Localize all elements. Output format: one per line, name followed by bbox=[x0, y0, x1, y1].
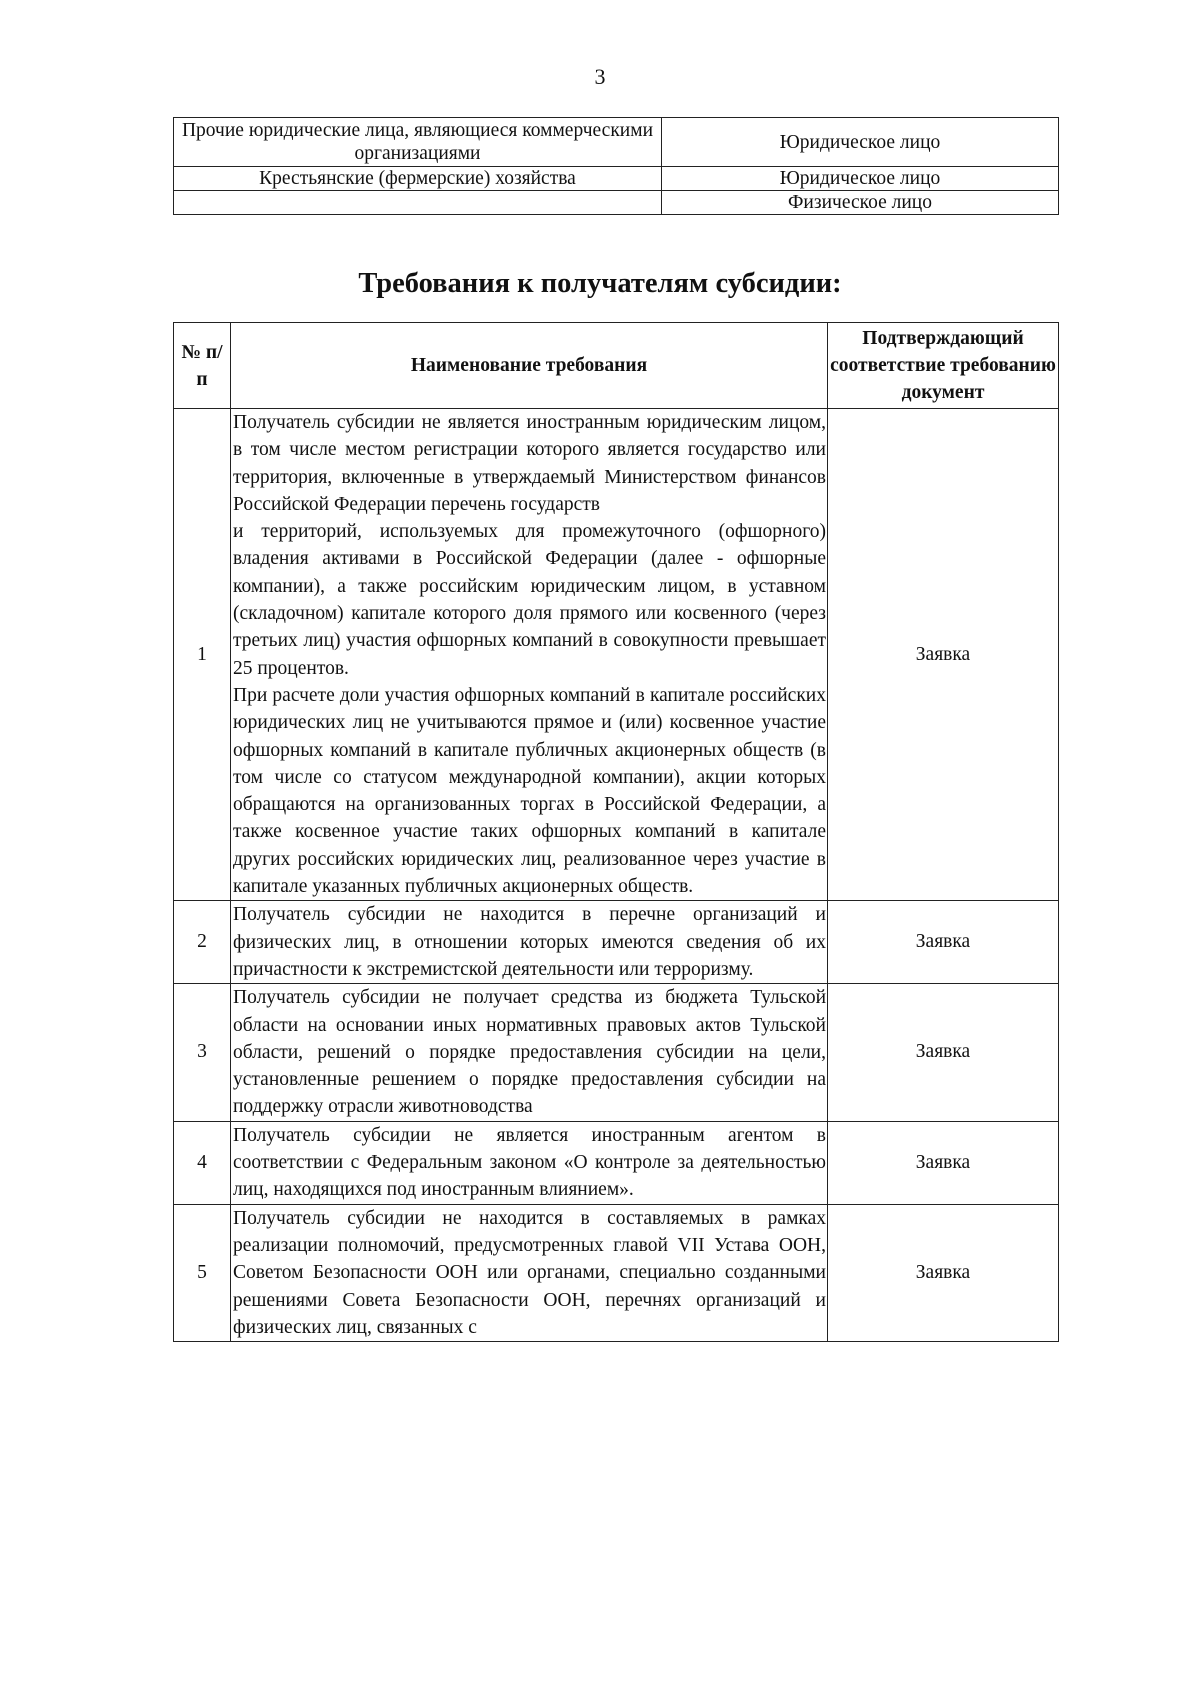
requirements-table bbox=[173, 322, 1059, 1342]
row-num: 1 bbox=[174, 409, 231, 901]
confirming-document: Заявка bbox=[828, 1121, 1059, 1204]
table-row bbox=[174, 409, 1059, 901]
requirement-text bbox=[231, 984, 828, 1121]
requirement-paragraph: Получатель субсидии не получает средства из бюджета Тульской области на основании иных нормативных правовых актов Тульской области, решений о порядке предоставления субсидии на цели, установленные решением о порядке предоставления субсидии на поддержку отрасли животноводства bbox=[233, 987, 826, 1118]
entity-category-cell: Прочие юридические лица, являющиеся коммерческими организациями bbox=[174, 118, 662, 167]
header-num: № п/п bbox=[174, 323, 231, 409]
entity-form-table bbox=[173, 117, 1059, 215]
table-header-row bbox=[174, 323, 1059, 409]
requirement-text bbox=[231, 1204, 828, 1341]
legal-form-cell: Юридическое лицо bbox=[662, 118, 1059, 167]
confirming-document: Заявка bbox=[828, 409, 1059, 901]
entity-category-cell: Крестьянские (фермерские) хозяйства bbox=[174, 167, 662, 191]
requirement-paragraph: При расчете доли участия офшорных компаний в капитале российских юридических лиц не учитываются прямое и (или) косвенное участие офшорных компаний в капитале публичных акционерных обществ (в том числе со статусом международной компании), акции которых обращаются на организованных торгах в Российской Федерации, а также косвенное участие таких офшорных компаний в капитале других российских юридических лиц, реализованное через участие в капитале указанных публичных акционерных обществ. bbox=[233, 684, 826, 898]
requirement-paragraph: и территорий, используемых для промежуточного (офшорного) владения активами в Российской Федерации (далее - офшорные компании), а также российским юридическим лицом, в уставном (складочном) капитале которого доля прямого или косвенного (через третьих лиц) участия офшорных компаний в совокупности превышает 25 процентов. bbox=[233, 521, 826, 679]
row-num: 3 bbox=[174, 984, 231, 1121]
row-num: 2 bbox=[174, 901, 231, 984]
table-row bbox=[174, 118, 1059, 167]
requirement-text bbox=[231, 1121, 828, 1204]
entity-category-cell bbox=[174, 191, 662, 215]
table-row bbox=[174, 901, 1059, 984]
requirement-paragraph: Получатель субсидии не находится в составляемых в рамках реализации полномочий, предусмотренных главой VII Устава ООН, Советом Безопасности ООН или органами, специально созданными решениями Совета Безопасности ООН, перечнях организаций и физических лиц, связанных с bbox=[233, 1207, 826, 1338]
requirement-paragraph: Получатель субсидии не находится в перечне организаций и физических лиц, в отношении которых имеются сведения об их причастности к экстремистской деятельности или терроризму. bbox=[233, 904, 826, 980]
header-name: Наименование требования bbox=[231, 323, 828, 409]
legal-form-cell: Юридическое лицо bbox=[662, 167, 1059, 191]
row-num: 4 bbox=[174, 1121, 231, 1204]
table-row bbox=[174, 1204, 1059, 1341]
requirement-paragraph: Получатель субсидии не является иностранным юридическим лицом, в том числе местом регистрации которого является государство или территория, включенные в утверждаемый Министерством финансов Российской Федерации перечень государств bbox=[233, 412, 826, 515]
confirming-document: Заявка bbox=[828, 1204, 1059, 1341]
confirming-document: Заявка bbox=[828, 901, 1059, 984]
row-num: 5 bbox=[174, 1204, 231, 1341]
section-title: Требования к получателям субсидии: bbox=[358, 268, 842, 299]
table-row bbox=[174, 167, 1059, 191]
requirement-paragraph: Получатель субсидии не является иностранным агентом в соответствии с Федеральным законом «О контроле за деятельностью лиц, находящихся под иностранным влиянием». bbox=[233, 1124, 826, 1201]
confirming-document: Заявка bbox=[828, 984, 1059, 1121]
legal-form-cell: Физическое лицо bbox=[662, 191, 1059, 215]
table-row bbox=[174, 1121, 1059, 1204]
header-doc: Подтверждающий соответствие требованию документ bbox=[828, 323, 1059, 409]
page-number: 3 bbox=[594, 64, 606, 89]
requirement-text bbox=[231, 901, 828, 984]
requirement-text bbox=[231, 409, 828, 901]
table-row bbox=[174, 984, 1059, 1121]
table-row bbox=[174, 191, 1059, 215]
